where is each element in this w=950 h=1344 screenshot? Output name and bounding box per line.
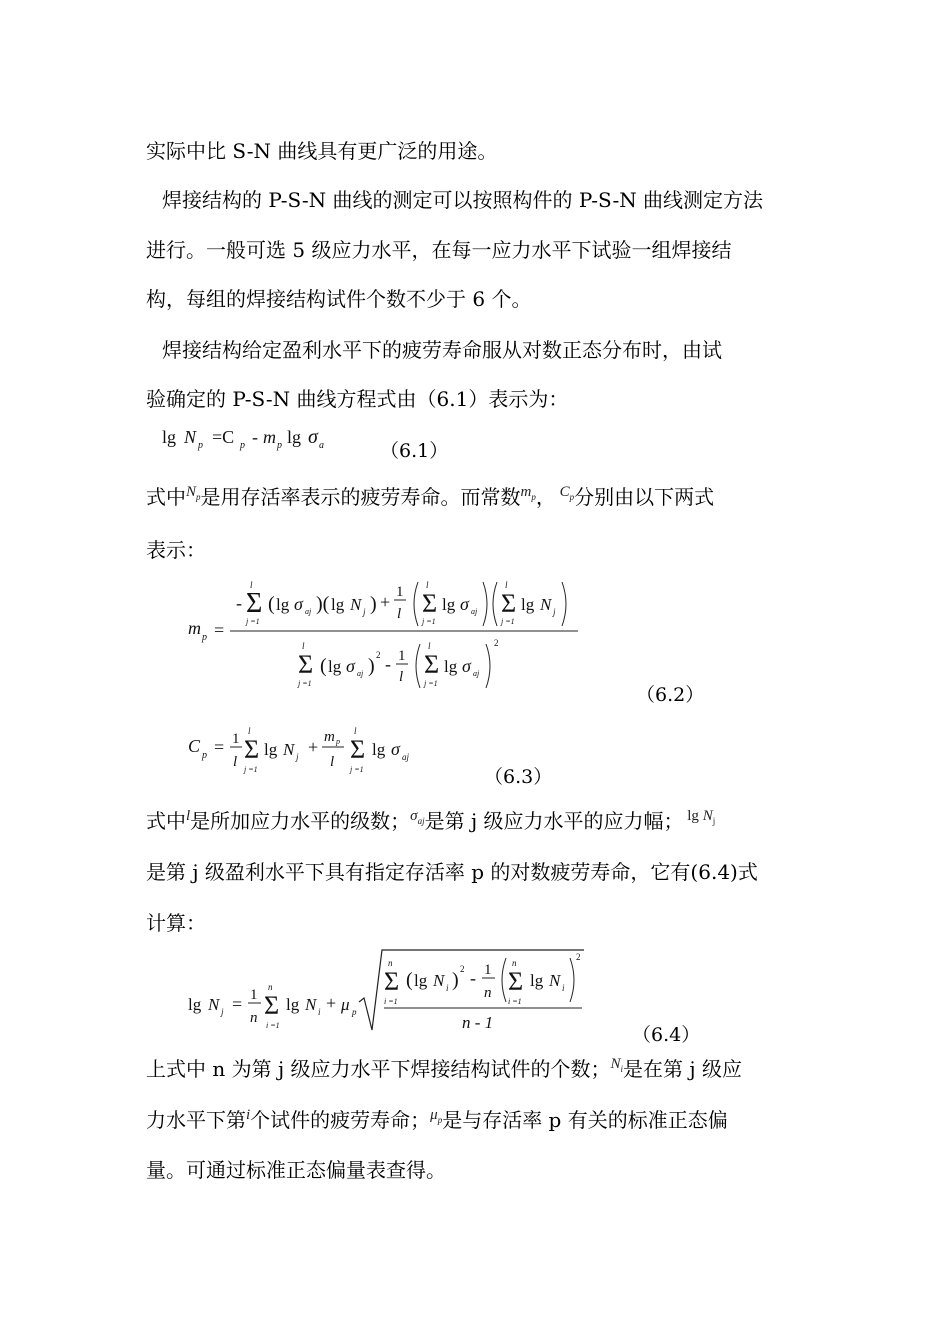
- svg-text:C: C: [188, 736, 201, 756]
- text-line: 表示：: [146, 538, 206, 562]
- symbol-mp: mp: [520, 484, 536, 502]
- svg-text:lg: lg: [328, 657, 342, 676]
- symbol-np: Np: [186, 484, 201, 502]
- svg-text:lg: lg: [287, 427, 302, 447]
- svg-text:j: j: [296, 752, 299, 762]
- svg-text:N: N: [184, 427, 197, 447]
- svg-text:aj: aj: [357, 669, 364, 678]
- svg-text:lg: lg: [530, 971, 544, 990]
- svg-text:σ: σ: [346, 656, 355, 676]
- svg-text:σ: σ: [308, 426, 318, 448]
- svg-text:-: -: [385, 654, 391, 674]
- svg-text:l: l: [248, 726, 251, 736]
- svg-text:=: =: [214, 737, 225, 757]
- svg-text:l: l: [354, 726, 357, 736]
- svg-text:μ: μ: [341, 995, 350, 1014]
- svg-text:p: p: [202, 750, 207, 761]
- svg-text:=: =: [214, 620, 225, 640]
- svg-text:σ: σ: [462, 656, 471, 676]
- svg-text:2: 2: [576, 952, 581, 962]
- svg-text:Σ: Σ: [298, 650, 314, 679]
- svg-text:l: l: [399, 669, 404, 685]
- svg-text:): ): [370, 593, 377, 615]
- svg-text:aj: aj: [473, 669, 480, 678]
- svg-text:n: n: [268, 982, 273, 992]
- svg-text:m: m: [188, 618, 201, 638]
- svg-text:i: i: [446, 983, 449, 993]
- svg-text:j: j: [363, 607, 366, 617]
- svg-text:n - 1: n - 1: [462, 1013, 494, 1032]
- svg-text:n: n: [484, 985, 492, 1001]
- svg-text:(: (: [406, 969, 413, 991]
- svg-text:j =1: j =1: [350, 765, 364, 774]
- svg-text:j =1: j =1: [424, 679, 438, 688]
- svg-text:lg: lg: [414, 971, 428, 990]
- svg-text:lg: lg: [331, 595, 345, 614]
- svg-text:lg: lg: [276, 595, 290, 614]
- text-line: 实际中比 S-N 曲线具有更广泛的用途。: [146, 139, 498, 163]
- equation-number: （6.1）: [380, 440, 449, 462]
- svg-text:i =1: i =1: [384, 997, 398, 1006]
- equation-6-4: [186, 946, 596, 1038]
- svg-text:N: N: [208, 995, 220, 1014]
- text-line: 是第 j 级盈利水平下具有指定存活率 p 的对数疲劳寿命，它有(6.4)式: [146, 860, 758, 884]
- svg-text:lg: lg: [286, 995, 300, 1014]
- symbol-cp: Cp: [559, 484, 575, 502]
- svg-text:j =1: j =1: [244, 765, 258, 774]
- svg-text:σ: σ: [391, 739, 400, 759]
- svg-text:Σ: Σ: [350, 735, 366, 764]
- svg-text:lg: lg: [162, 427, 177, 447]
- text-line: 焊接结构的 P-S-N 曲线的测定可以按照构件的 P-S-N 曲线测定方法: [162, 188, 764, 212]
- svg-text:lg: lg: [442, 595, 456, 614]
- svg-text:+: +: [308, 737, 319, 757]
- equation-6-3: [186, 722, 446, 782]
- svg-text:lg: lg: [521, 595, 535, 614]
- symbol-i: i: [246, 1107, 251, 1123]
- svg-text:aj: aj: [471, 607, 478, 616]
- svg-text:2: 2: [376, 650, 381, 660]
- svg-text:l: l: [428, 641, 431, 651]
- svg-text:Σ: Σ: [501, 589, 517, 618]
- svg-text:-: -: [252, 427, 258, 447]
- svg-text:lg: lg: [264, 740, 278, 759]
- equation-number: （6.4）: [632, 1024, 701, 1046]
- svg-text:-: -: [236, 593, 242, 613]
- svg-text:p: p: [352, 1007, 357, 1017]
- svg-text:p: p: [336, 737, 340, 746]
- svg-text:N: N: [549, 971, 561, 990]
- svg-text:i: i: [562, 983, 565, 993]
- svg-text:(: (: [268, 593, 275, 615]
- svg-text:N: N: [283, 740, 295, 759]
- svg-text:j =1: j =1: [422, 617, 436, 626]
- svg-text:j: j: [221, 1007, 224, 1017]
- svg-text:j =1: j =1: [246, 617, 260, 626]
- svg-text:lg: lg: [188, 995, 202, 1014]
- symbol-sigma-aj: σaj: [410, 808, 425, 826]
- svg-text:Σ: Σ: [264, 991, 280, 1020]
- svg-text:σ: σ: [460, 594, 469, 614]
- symbol-l: l: [186, 808, 191, 824]
- text-line: 验确定的 P-S-N 曲线方程式由（6.1）表示为：: [146, 387, 569, 411]
- svg-text:i: i: [318, 1007, 321, 1017]
- svg-text:i =1: i =1: [266, 1021, 280, 1030]
- svg-text:Σ: Σ: [422, 589, 438, 618]
- svg-text:1: 1: [232, 731, 240, 747]
- svg-text:m: m: [324, 729, 335, 745]
- svg-text:n: n: [388, 958, 393, 968]
- svg-text:1: 1: [250, 987, 258, 1003]
- svg-text:1: 1: [484, 962, 492, 978]
- text-line: 力水平下第$^i$个试件的疲劳寿命；$^{\mu_p}$是与存活率 p 有关的标准正态偏: [146, 1107, 728, 1132]
- svg-text:+: +: [326, 993, 337, 1013]
- svg-text:l: l: [250, 580, 253, 590]
- symbol-mu-p: μp: [430, 1107, 443, 1125]
- svg-text:aj: aj: [402, 752, 410, 762]
- text-line: 焊接结构给定盈利水平下的疲劳寿命服从对数正态分布时，由试: [162, 338, 722, 362]
- svg-text:l: l: [330, 754, 335, 770]
- svg-text:l: l: [302, 641, 305, 651]
- svg-text:p: p: [202, 632, 207, 643]
- text-line: 量。可通过标准正态偏量表查得。: [146, 1158, 446, 1182]
- svg-text:2: 2: [460, 964, 465, 974]
- svg-text:): ): [368, 655, 375, 677]
- svg-text:=C: =C: [212, 427, 235, 447]
- svg-text:): ): [452, 969, 459, 991]
- equation-number: （6.2）: [636, 684, 705, 706]
- equation-6-1: [160, 422, 360, 456]
- svg-text:l: l: [397, 606, 402, 622]
- equation-6-2: [186, 576, 586, 696]
- svg-text:1: 1: [396, 584, 404, 600]
- svg-text:σ: σ: [294, 594, 303, 614]
- svg-text:+: +: [380, 592, 391, 612]
- svg-text:Σ: Σ: [424, 650, 440, 679]
- svg-text:a: a: [319, 440, 324, 451]
- svg-text:l: l: [505, 580, 508, 590]
- svg-text:p: p: [240, 440, 245, 451]
- svg-text:=: =: [232, 994, 243, 1014]
- text-line: 计算：: [146, 911, 206, 935]
- text-line: 构，每组的焊接结构试件个数不少于 6 个。: [146, 287, 532, 311]
- svg-text:Σ: Σ: [508, 967, 524, 996]
- svg-text:(: (: [320, 655, 327, 677]
- text-line: 进行。一般可选 5 级应力水平，在每一应力水平下试验一组焊接结: [146, 238, 732, 262]
- svg-text:p: p: [277, 440, 282, 451]
- text-line: 式中$^l$是所加应力水平的级数；$^{\sigma_{aj}}$是第 j 级应力水平的应力幅； $^{lg N_j}$: [146, 808, 716, 833]
- text-line: 式中$^{N_p}$是用存活率表示的疲劳寿命。而常数$^{m_p}$， $^{C_p}$分别由以下两式: [146, 484, 715, 509]
- svg-text:Σ: Σ: [246, 588, 263, 619]
- svg-text:N: N: [350, 595, 362, 614]
- svg-text:Σ: Σ: [244, 735, 260, 764]
- svg-text:N: N: [540, 595, 552, 614]
- svg-text:l: l: [426, 580, 429, 590]
- svg-text:p: p: [198, 440, 203, 451]
- svg-text:)(: )(: [316, 593, 330, 615]
- svg-text:j =1: j =1: [501, 617, 515, 626]
- symbol-ni: Ni: [610, 1056, 624, 1074]
- text-line: 上式中 n 为第 j 级应力水平下焊接结构试件的个数；$^{N_i}$是在第 j 级应: [146, 1056, 742, 1081]
- svg-text:l: l: [233, 754, 238, 770]
- svg-text:j =1: j =1: [298, 679, 312, 688]
- equation-number: （6.3）: [484, 766, 553, 788]
- svg-text:lg: lg: [444, 657, 458, 676]
- svg-text:1: 1: [398, 648, 406, 664]
- svg-text:n: n: [512, 958, 517, 968]
- symbol-lg-nj: lg Nj: [687, 808, 716, 826]
- svg-text:N: N: [433, 971, 445, 990]
- svg-text:j: j: [553, 607, 556, 617]
- svg-text:m: m: [263, 427, 276, 447]
- svg-text:Σ: Σ: [384, 967, 400, 996]
- svg-text:2: 2: [494, 638, 499, 648]
- svg-text:n: n: [250, 1010, 258, 1026]
- svg-text:lg: lg: [372, 740, 386, 759]
- svg-text:-: -: [470, 968, 476, 988]
- svg-text:N: N: [305, 995, 317, 1014]
- svg-text:aj: aj: [305, 607, 312, 616]
- svg-text:i =1: i =1: [508, 997, 522, 1006]
